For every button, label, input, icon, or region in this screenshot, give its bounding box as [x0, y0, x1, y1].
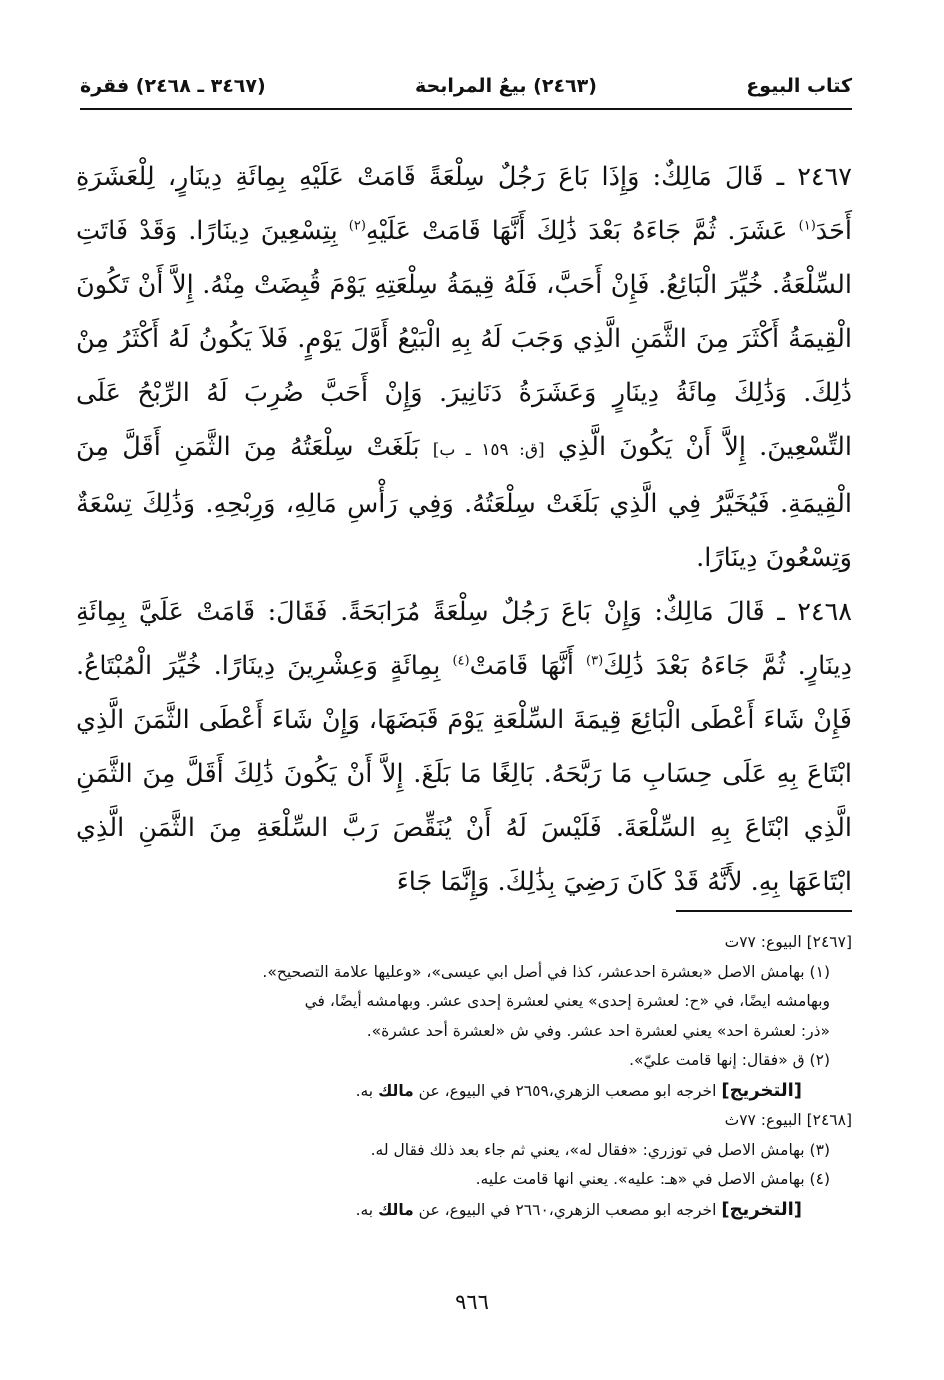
takhrij-2467: [76, 1076, 852, 1107]
footnote-1-continued: «ذر: لعشرة احد» يعني لعشرة احد عشر. وفي ش «لعشرة أحد عشرة».: [366, 1021, 830, 1040]
speaker: ـ قَالَ مَالِكٌ:: [654, 597, 785, 627]
header-book-title: كتاب البيوع: [746, 75, 852, 97]
takhrij-label: [التخريج]: [721, 1079, 802, 1101]
takhrij-text: اخرجه ابو مصعب الزهري،٢٦٥٩ في البيوع، عن: [418, 1081, 717, 1100]
takhrij-2468: [76, 1195, 852, 1226]
footnote-1: (١) بهامش الاصل «بعشرة احدعشر، كذا في أصل ابي عيسى»، «وعليها علامة التصحيح».: [262, 962, 830, 981]
footnote-reference-2467: [٢٤٦٧] البيوع: ٧٧ت: [724, 933, 852, 951]
takhrij-label: [التخريج]: [721, 1198, 802, 1220]
footnote-marker[interactable]: (٣): [586, 653, 604, 669]
paragraph-text: وَإِذَا بَاعَ رَجُلٌ سِلْعَةً قَامَتْ عَلَيْهِ بِمِائَةِ دِينَارٍ، لِلْعَشَرَةِ أَحَدَ: [76, 162, 853, 246]
page-number: ٩٦٦: [455, 1290, 489, 1314]
header-divider: [80, 108, 852, 110]
footnote-3: (٣) بهامش الاصل في توزري: «فقال له»، يعني ثم جاء بعد ذلك فقال له.: [370, 1140, 830, 1159]
footnote-2: (٢) ق «فقال: إنها قامت عليّ».: [629, 1051, 830, 1069]
paragraph-number: ٢٤٦٧: [797, 162, 852, 192]
footnote-marker[interactable]: (١): [798, 218, 816, 234]
footnote-reference-2468: [٢٤٦٨] البيوع: ٧٧ث: [724, 1111, 852, 1129]
takhrij-narrator: مالك: [378, 1200, 414, 1219]
footnote-marker[interactable]: (٤): [452, 653, 470, 669]
footnote-4: (٤) بهامش الاصل في «هـ: عليه». يعني انها قامت عليه.: [475, 1170, 830, 1188]
paragraph-text: بِمِائَةٍ وَعِشْرِينَ دِينَارًا. خُيِّرَ الْمُبْتَاعُ. فَإِنْ شَاءَ أَعْطَى الْبَائِعَ قِيمَةَ السِّلْعَةِ يَوْمَ قَبَضَهَا، وَإِنْ شَاءَ أَعْطَى الثَّمَنَ الَّذِي ابْتَاعَ بِهِ عَلَى حِسَابِ مَا رَبَّحَهُ. بَالِغًا مَا بَلَغَ. إِلاَّ أَنْ يَكُونَ ذَٰلِكَ أَقَلَّ مِنَ الثَّمَنِ الَّذِي ابْتَاعَ بِهِ السِّلْعَةَ. فَلَيْسَ لَهُ أَنْ يُنَقِّصَ رَبَّ السِّلْعَةِ مِنَ الثَّمَنِ الَّذِي ابْتَاعَهَا بِهِ. لأَنَّهُ قَدْ كَانَ رَضِيَ بِذَٰلِكَ. وَإِنَّمَا جَاءَ: [76, 651, 852, 897]
speaker: ـ قَالَ مَالِكٌ:: [652, 162, 785, 192]
header-paragraph-range: (٣٤٦٧ ـ ٢٤٦٨) فقرة: [80, 75, 266, 97]
paragraph-text: عَشَرَ. ثُمَّ جَاءَهُ بَعْدَ ذَٰلِكَ أَنَّهَا قَامَتْ عَلَيْهِ: [365, 216, 788, 246]
takhrij-narrator: مالك: [378, 1081, 414, 1100]
running-header: [80, 66, 852, 106]
paragraph-text: بَلَغَتْ سِلْعَتُهُ مِنَ الثَّمَنِ أَقَلَّ مِنَ الْقِيمَةِ. فَيُخَيَّرُ فِي الَّذِي بَلَغَتْ سِلْعَتُهُ. وَفِي رَأْسِ مَالِهِ، وَرِبْحِهِ. وَذَٰلِكَ تِسْعَةٌ وَتِسْعُونَ دِينَارًا.: [76, 432, 852, 573]
main-text: [76, 150, 852, 909]
paragraph-text: أَنَّهَا قَامَتْ: [469, 651, 574, 681]
paragraph-2467: [76, 150, 852, 585]
takhrij-text: اخرجه ابو مصعب الزهري،٢٦٦٠ في البيوع، عن: [418, 1200, 717, 1219]
takhrij-text-end: به.: [355, 1200, 374, 1219]
header-chapter-title: (٢٤٦٣) بيعُ المرابحة: [415, 75, 597, 97]
paragraph-text: بِتِسْعِينَ دِينَارًا. وَقَدْ فَاتَتِ السِّلْعَةُ. خُيِّرَ الْبَائِعُ. فَإِنْ أَحَبَّ، فَلَهُ قِيمَةُ سِلْعَتِهِ يَوْمَ قُبِضَتْ مِنْهُ. إِلاَّ أَنْ تَكُونَ الْقِيمَةُ أَكْثَرَ مِنَ الثَّمَنِ الَّذِي وَجَبَ لَهُ بِهِ الْبَيْعُ أَوَّلَ يَوْمٍ. فَلاَ يَكُونُ لَهُ أَكْثَرُ مِنْ ذَٰلِكَ. وَذَٰلِكَ مِائَةُ دِينَارٍ وَعَشَرَةُ دَنَانِيرَ. وَإِنْ أَحَبَّ ضُرِبَ لَهُ الرِّبْحُ عَلَى التِّسْعِينَ. إِلاَّ أَنْ يَكُونَ الَّذِي: [76, 216, 852, 462]
paragraph-text: وَإِنْ بَاعَ رَجُلٌ سِلْعَةً مُرَابَحَةً. فَقَالَ: قَامَتْ عَلَيَّ بِمِائَةِ دِينَارٍ. ثُمَّ جَاءَهُ بَعْدَ ذَٰلِكَ: [76, 597, 853, 681]
paragraph-2468: [76, 585, 852, 909]
footnote-marker[interactable]: (٢): [348, 218, 366, 234]
footnotes: [76, 928, 852, 1225]
takhrij-text-end: به.: [355, 1081, 374, 1100]
paragraph-number: ٢٤٦٨: [797, 597, 853, 627]
manuscript-reference: [ق: ١٥٩ ـ ب]: [432, 440, 545, 460]
footnote-divider: [676, 910, 852, 912]
footnote-1-continued: وبهامشه ايضًا، في «ح: لعشرة إحدى» يعني لعشرة إحدى عشر. وبهامشه أيضًا، في: [304, 992, 830, 1010]
